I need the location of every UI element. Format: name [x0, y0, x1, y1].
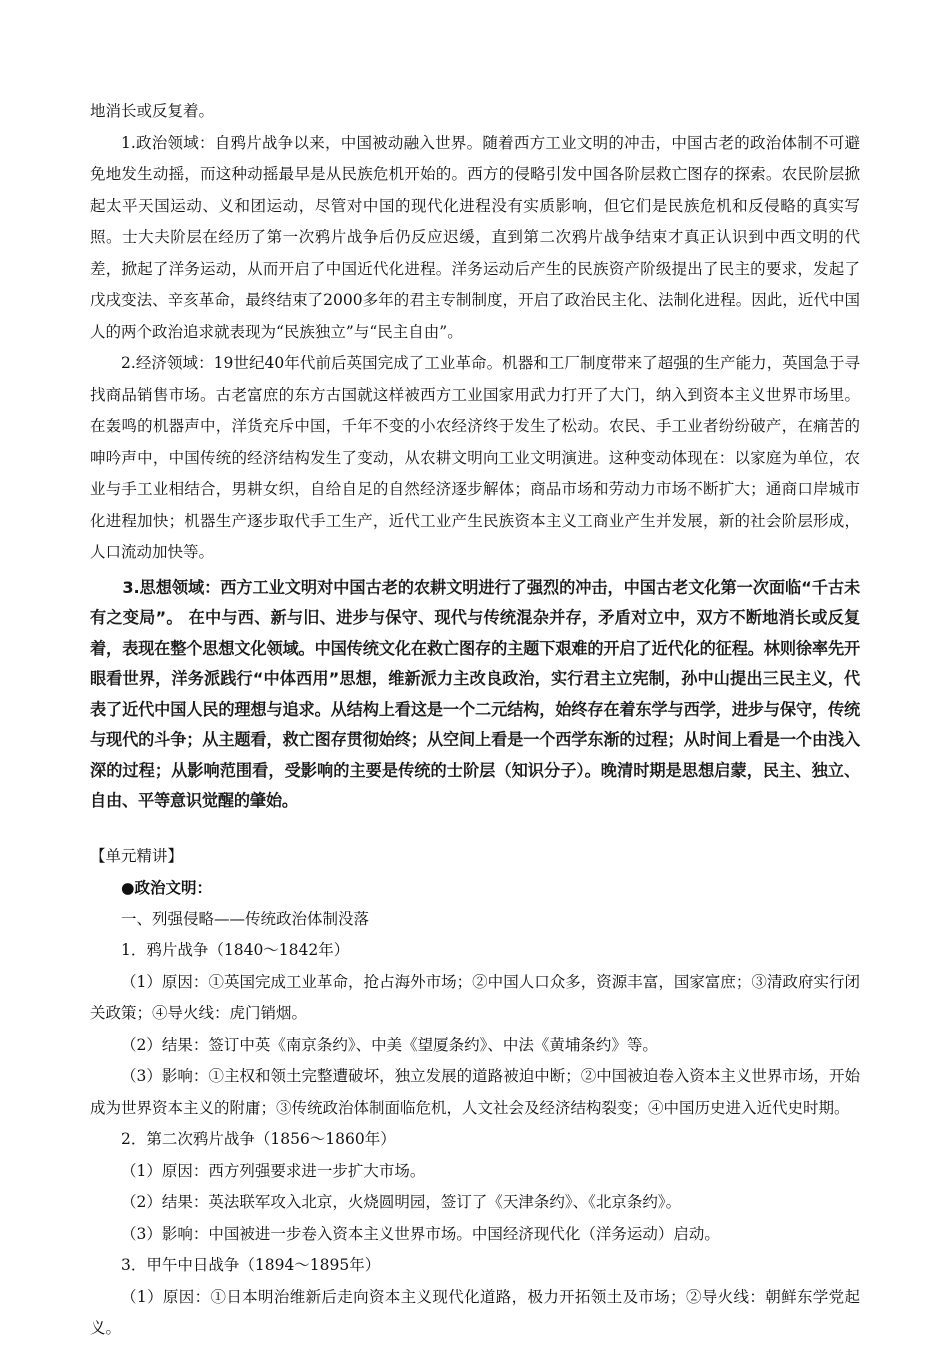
thought-paragraph: 3.思想领域：西方工业文明对中国古老的农耕文明进行了强烈的冲击，中国古老文化第一次面临“千古未有之变局”。 在中与西、新与旧、进步与保守、现代与传统混杂并存，矛盾对立中，双方不断地消长或反复着，表现在整个思想文化领域。中国传统文化在救亡图存的主题下艰难的开启了近代化的征程。林则徐率先开眼看世界，洋务派践行“中体西用”思想，维新派力主改良政治，实行君主立宪制，孙中山提出三民主义，代表了近代中国人民的理想与追求。从结构上看这是一个二元结构，始终存在着东学与西学，进步与保守，传统与现代的斗争；从主题看，救亡图存贯彻始终；从空间上看是一个西学东渐的过程；从时间上看是一个由浅入深的过程；从影响范围看，受影响的主要是传统的士阶层（知识分子）。晚清时期是思想启蒙，民主、独立、自由、平等意识觉醒的肇始。: [90, 577, 860, 810]
chapter1-title: 一、列强侵略——传统政治体制没落: [121, 909, 370, 928]
war2-cause: （1）原因：西方列强要求进一步扩大市场。: [121, 1161, 426, 1180]
war1-result: （2）结果：签订中英《南京条约》、中美《望厦条约》、中法《黄埔条约》等。: [121, 1035, 658, 1054]
intro-tail-text: 地消长或反复着。: [90, 102, 215, 120]
document-body: [90, 96, 860, 1345]
war2-title: 2．第二次鸦片战争（1856～1860年）: [121, 1130, 396, 1148]
war2-result: （2）结果：英法联军攻入北京，火烧圆明园，签订了《天津条约》、《北京条约》。: [121, 1193, 682, 1211]
war1-cause: （1）原因：①英国完成工业革命，抢占海外市场；②中国人口众多，资源丰富，国家富庶；③清政府实行闭关政策；④导火线：虎门销烟。: [90, 972, 860, 1022]
war3-title: 3．甲午中日战争（1894～1895年）: [121, 1256, 381, 1274]
section-title: 【单元精讲】: [90, 846, 184, 865]
war1-impact: （3）影响：①主权和领土完整遭破坏，独立发展的道路被迫中断；②中国被迫卷入资本主义世界市场，开始成为世界资本主义的附庸；③传统政治体制面临危机，人文社会及经济结构裂变；④中国历史进入近代史时期。: [90, 1067, 860, 1117]
war1-title: 1．鸦片战争（1840～1842年）: [121, 941, 350, 959]
war3-cause: （1）原因：①日本明治维新后走向资本主义现代化道路，极力开拓领土及市场；②导火线：朝鲜东学党起义。: [90, 1287, 860, 1337]
war2-impact: （3）影响：中国被进一步卷入资本主义世界市场。中国经济现代化（洋务运动）启动。: [121, 1224, 720, 1243]
thought-paragraph-block: [90, 573, 860, 817]
section-gap: [90, 817, 860, 841]
bullet-title: ●政治文明：: [121, 878, 213, 897]
economic-paragraph: 2.经济领域：19世纪40年代前后英国完成了工业革命。机器和工厂制度带来了超强的生产能力，英国急于寻找商品销售市场。古老富庶的东方古国就这样被西方工业国家用武力打开了大门，纳入到资本主义世界市场里。在轰鸣的机器声中，洋货充斥中国，千年不变的小农经济终于发生了松动。农民、手工业者纷纷破产，在痛苦的呻吟声中，中国传统的经济结构发生了变动，从农耕文明向工业文明演进。这种变动体现在：以家庭为单位，农业与手工业相结合，男耕女织，自给自足的自然经济逐步解体；商品市场和劳动力市场不断扩大；通商口岸城市化进程加快；机器生产逐步取代手工生产，近代工业产生民族资本主义工商业产生并发展，新的社会阶层形成，人口流动加快等。: [90, 354, 860, 561]
political-paragraph: 1.政治领域：自鸦片战争以来，中国被动融入世界。随着西方工业文明的冲击，中国古老的政治体制不可避免地发生动摇，而这种动摇最早是从民族危机开始的。西方的侵略引发中国各阶层救亡图存的探索。农民阶层掀起太平天国运动、义和团运动，尽管对中国的现代化进程没有实质影响，但它们是民族危机和反侵略的真实写照。士大夫阶层在经历了第一次鸦片战争后仍反应迟缓，直到第二次鸦片战争结束才真正认识到中西文明的代差，掀起了洋务运动，从而开启了中国近代化进程。洋务运动后产生的民族资产阶级提出了民主的要求，发起了戊戌变法、辛亥革命，最终结束了2000多年的君主专制制度，开启了政治民主化、法制化进程。因此，近代中国人的两个政治追求就表现为“民族独立”与“民主自由”。: [90, 133, 860, 341]
